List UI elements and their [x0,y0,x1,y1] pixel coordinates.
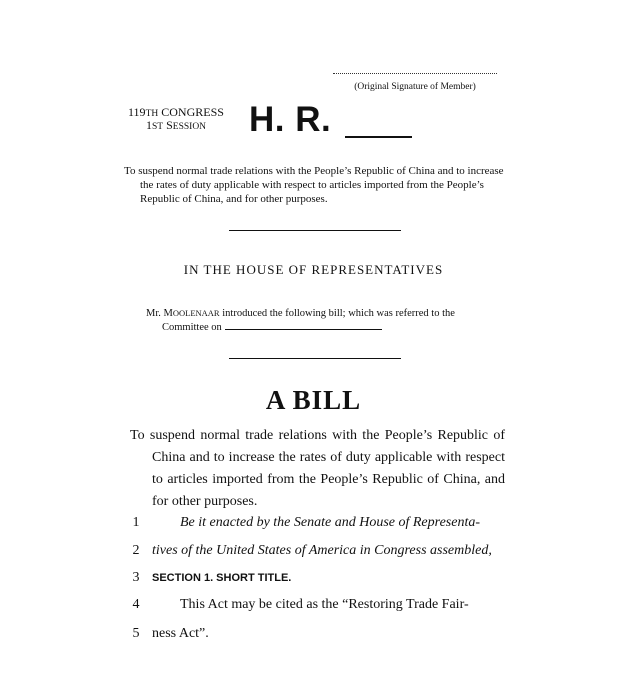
section-heading: SECTION 1. SHORT TITLE. [152,572,292,584]
enacting-clause: tives of the United States of America in Congress assembled, [152,543,492,558]
signature-line [333,73,497,74]
bill-line [0,597,627,617]
introduction-statement: Mr. MOOLENAAR introduced the following bill; which was referred to the Committee on [146,308,455,333]
line-number: 2 [132,543,140,558]
bill-line [0,626,627,646]
line-number: 4 [132,597,140,612]
section-text: ness Act”. [152,626,209,641]
divider-rule [229,230,401,231]
short-title: To suspend normal trade relations with the People’s Republic of China and to increase the rates of duty applicable with respect to articles imported from the People’s Republic of China, and for other purposes. [124,165,504,205]
congress-number: 119TH CONGRESS [128,105,224,119]
bill-type: H. R. [249,100,332,139]
chamber-heading: IN THE HOUSE OF REPRESENTATIVES [183,262,444,277]
divider-rule [229,358,401,359]
signature-caption: (Original Signature of Member) [354,82,476,92]
bill-number-blank [345,136,412,138]
enacting-clause: Be it enacted by the Senate and House of Representa- [180,515,480,530]
line-number: 1 [132,515,140,530]
bill-heading: A BILL [265,385,362,415]
section-text: This Act may be cited as the “Restoring Trade Fair- [180,597,469,612]
long-title: To suspend normal trade relations with the People’s Republic of China and to increase the rates of duty applicable with respect to articles imported from the People’s Republic of China, and for other purposes. [130,428,505,509]
bill-line [0,570,627,590]
line-number: 5 [132,626,140,641]
session-number: 1ST SESSION [146,118,207,132]
bill-line [0,515,627,535]
line-number: 3 [132,570,140,585]
committee-blank [225,321,382,330]
bill-line [0,543,627,563]
